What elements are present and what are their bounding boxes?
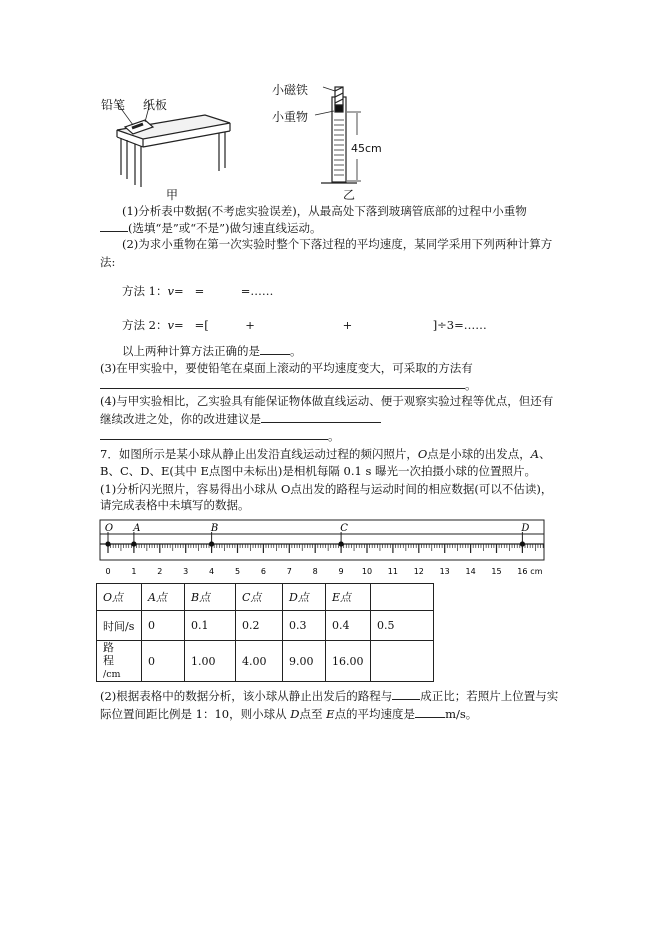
ball-position-dot — [209, 541, 214, 546]
q7-part2-line2-c: 点的平均速度是 — [334, 707, 416, 721]
q-part2-line2: 法: — [100, 255, 116, 269]
ball-position-dot — [339, 541, 344, 546]
caption-jia: 甲 — [166, 188, 179, 202]
ruler-tick-label: 6 — [260, 567, 266, 576]
table-cell[interactable] — [371, 641, 434, 682]
ball-position-label: A — [133, 523, 141, 534]
blank-part1[interactable] — [100, 220, 128, 232]
table-cell: D点 — [283, 584, 326, 611]
ruler-figure — [98, 518, 548, 580]
ruler-tick-label: 16 — [517, 567, 528, 576]
label-weight: 小重物 — [272, 110, 309, 124]
ruler-tick-label: 5 — [234, 567, 241, 576]
q7-line2: B、C、D、E(其中 E点图中未标出)是相机每隔 0.1 s 曝光一次拍摄小球的位置照片。 — [100, 464, 537, 478]
ball-position-dot — [520, 541, 525, 546]
data-table — [96, 583, 434, 682]
table-cell: 1.00 — [185, 641, 236, 682]
blank-part4b[interactable] — [100, 428, 328, 440]
q7-line1-a: 7．如图所示是某小球从静止出发沿直线运动过程的频闪照片， — [100, 447, 418, 461]
blank-q7-a[interactable] — [392, 688, 420, 700]
ruler-tick-label: 10 — [361, 567, 373, 576]
q7-part2-b: 成正比；若照片上位置与实 — [420, 689, 559, 703]
q7-part2-a: (2)根据表格中的数据分析，该小球从静止出发后的路程与 — [100, 689, 393, 703]
method2-v: v — [167, 318, 174, 332]
q7-line1-b: 点是小球的出发点， — [427, 447, 531, 461]
label-pencil: 铅笔 — [101, 98, 126, 112]
ruler-unit-label: cm — [530, 567, 543, 576]
ball-position-dot — [131, 541, 136, 546]
blank-part3[interactable] — [100, 377, 465, 389]
ruler-tick-label: 13 — [439, 567, 450, 576]
q-part2-line1: (2)为求小重物在第一次实验时整个下落过程的平均速度，某同学采用下列两种计算方 — [122, 237, 553, 251]
conclusion-text: 以上两种计算方法正确的是 — [122, 344, 260, 358]
q7-line1 — [100, 447, 551, 461]
q-part4-line2 — [100, 411, 381, 426]
q-part4-end: 。 — [328, 429, 340, 443]
blank-part2[interactable] — [260, 343, 290, 355]
q-part2-conclusion — [122, 343, 302, 358]
table-cell: C点 — [236, 584, 283, 611]
label-magnet: 小磁铁 — [272, 83, 309, 97]
table-cell — [371, 584, 434, 611]
ruler-tick-label: 9 — [338, 567, 344, 576]
figure-yi — [315, 87, 361, 183]
q-part1-line2 — [100, 220, 322, 235]
ruler-tick-label: 15 — [491, 567, 502, 576]
table-cell: 0 — [142, 611, 185, 641]
table-cell: 0.4 — [326, 611, 371, 641]
q7-part2-line2-a: 际位置间距比例是 1：10，则小球从 — [100, 707, 291, 721]
q-part4-line3 — [100, 428, 340, 443]
ruler-tick-label: 12 — [413, 567, 424, 576]
table-cell: B点 — [185, 584, 236, 611]
ruler-tick-label: 11 — [387, 567, 398, 576]
method2 — [122, 318, 487, 332]
table-cell: 时间/s — [97, 611, 142, 641]
table-cell: O点 — [97, 584, 142, 611]
table-cell: 0.5 — [371, 611, 434, 641]
ball-position-label: B — [210, 523, 219, 534]
label-height: 45cm — [351, 142, 382, 155]
q-part3-line1: (3)在甲实验中，要使铅笔在桌面上滚动的平均速度变大，可采取的方法有 — [100, 361, 473, 375]
ruler-tick-label: 2 — [157, 567, 163, 576]
blank-part4a[interactable] — [261, 411, 381, 423]
q7-part2-line2 — [100, 706, 477, 721]
ruler-tick-label: 3 — [183, 567, 189, 576]
method1-label: 方法 1： — [122, 284, 168, 298]
q7-line1-c: 、 — [539, 447, 551, 461]
q7-part2-unit: m/s。 — [445, 707, 478, 721]
q-part1-line2-text: (选填“是”或“不是”)做匀速直线运动。 — [128, 221, 322, 235]
q7-part2-line1 — [100, 688, 558, 703]
q7-part2-E: E — [326, 707, 335, 721]
table-cell: 0 — [142, 641, 185, 682]
table-cell: 9.00 — [283, 641, 326, 682]
ruler-tick-label: 14 — [465, 567, 476, 576]
method2-eq: = =[ + + ]÷3=…… — [173, 318, 487, 332]
figure-jia — [117, 103, 230, 187]
photo-strip — [100, 520, 544, 534]
table-row-time — [97, 611, 434, 641]
ruler-tick-label: 0 — [105, 567, 111, 576]
figure-top — [95, 75, 395, 200]
q7-part2-line2-b: 点至 — [299, 707, 327, 721]
q7-part1-line1: (1)分析闪光照片，容易得出小球从 O点出发的路程与运动时间的相应数据(可以不估读)， — [100, 482, 553, 496]
q-part4-line1: (4)与甲实验相比，乙实验具有能保证物体做直线运动、便于观察实验过程等优点，但还有 — [100, 394, 554, 408]
q7-part1-line2: 请完成表格中未填写的数据。 — [100, 498, 250, 512]
ruler-tick-label: 8 — [312, 567, 318, 576]
q-part4-line2-text: 继续改进之处，你的改进建议是 — [100, 412, 261, 426]
ruler-body — [100, 534, 544, 560]
table-cell: 0.1 — [185, 611, 236, 641]
method1-v: v — [167, 284, 174, 298]
table-cell: A点 — [142, 584, 185, 611]
q-part3-end: 。 — [465, 378, 477, 392]
ball-position-label: D — [521, 523, 530, 534]
caption-yi: 乙 — [343, 188, 356, 202]
table-row-distance — [97, 641, 434, 682]
table-cell: 0.2 — [236, 611, 283, 641]
q7-line1-A: A — [530, 447, 540, 461]
conclusion-end: 。 — [290, 344, 302, 358]
ruler-tick-label: 7 — [286, 567, 292, 576]
method1-eq: = = =…… — [173, 284, 274, 298]
table-cell: E点 — [326, 584, 371, 611]
method1 — [122, 284, 273, 298]
ball-position-dot — [105, 541, 110, 546]
table-header-row — [97, 584, 434, 611]
q7-line1-O: O — [417, 447, 428, 461]
ball-position-label: C — [340, 523, 348, 534]
method2-label: 方法 2： — [122, 318, 168, 332]
label-board: 纸板 — [143, 98, 168, 112]
q7-part2-D: D — [290, 707, 300, 721]
q-part3-line2 — [100, 377, 477, 392]
blank-q7-b[interactable] — [415, 706, 445, 718]
table-cell: 16.00 — [326, 641, 371, 682]
table-cell: 0.3 — [283, 611, 326, 641]
table-cell: 路 程 /cm — [97, 641, 142, 682]
q-part1-line1: (1)分析表中数据(不考虑实验误差)，从最高处下落到玻璃管底部的过程中小重物 — [122, 204, 527, 218]
ball-position-label: O — [104, 523, 114, 534]
ruler-tick-label: 1 — [131, 567, 137, 576]
table-cell: 4.00 — [236, 641, 283, 682]
ruler-tick-label: 4 — [209, 567, 215, 576]
